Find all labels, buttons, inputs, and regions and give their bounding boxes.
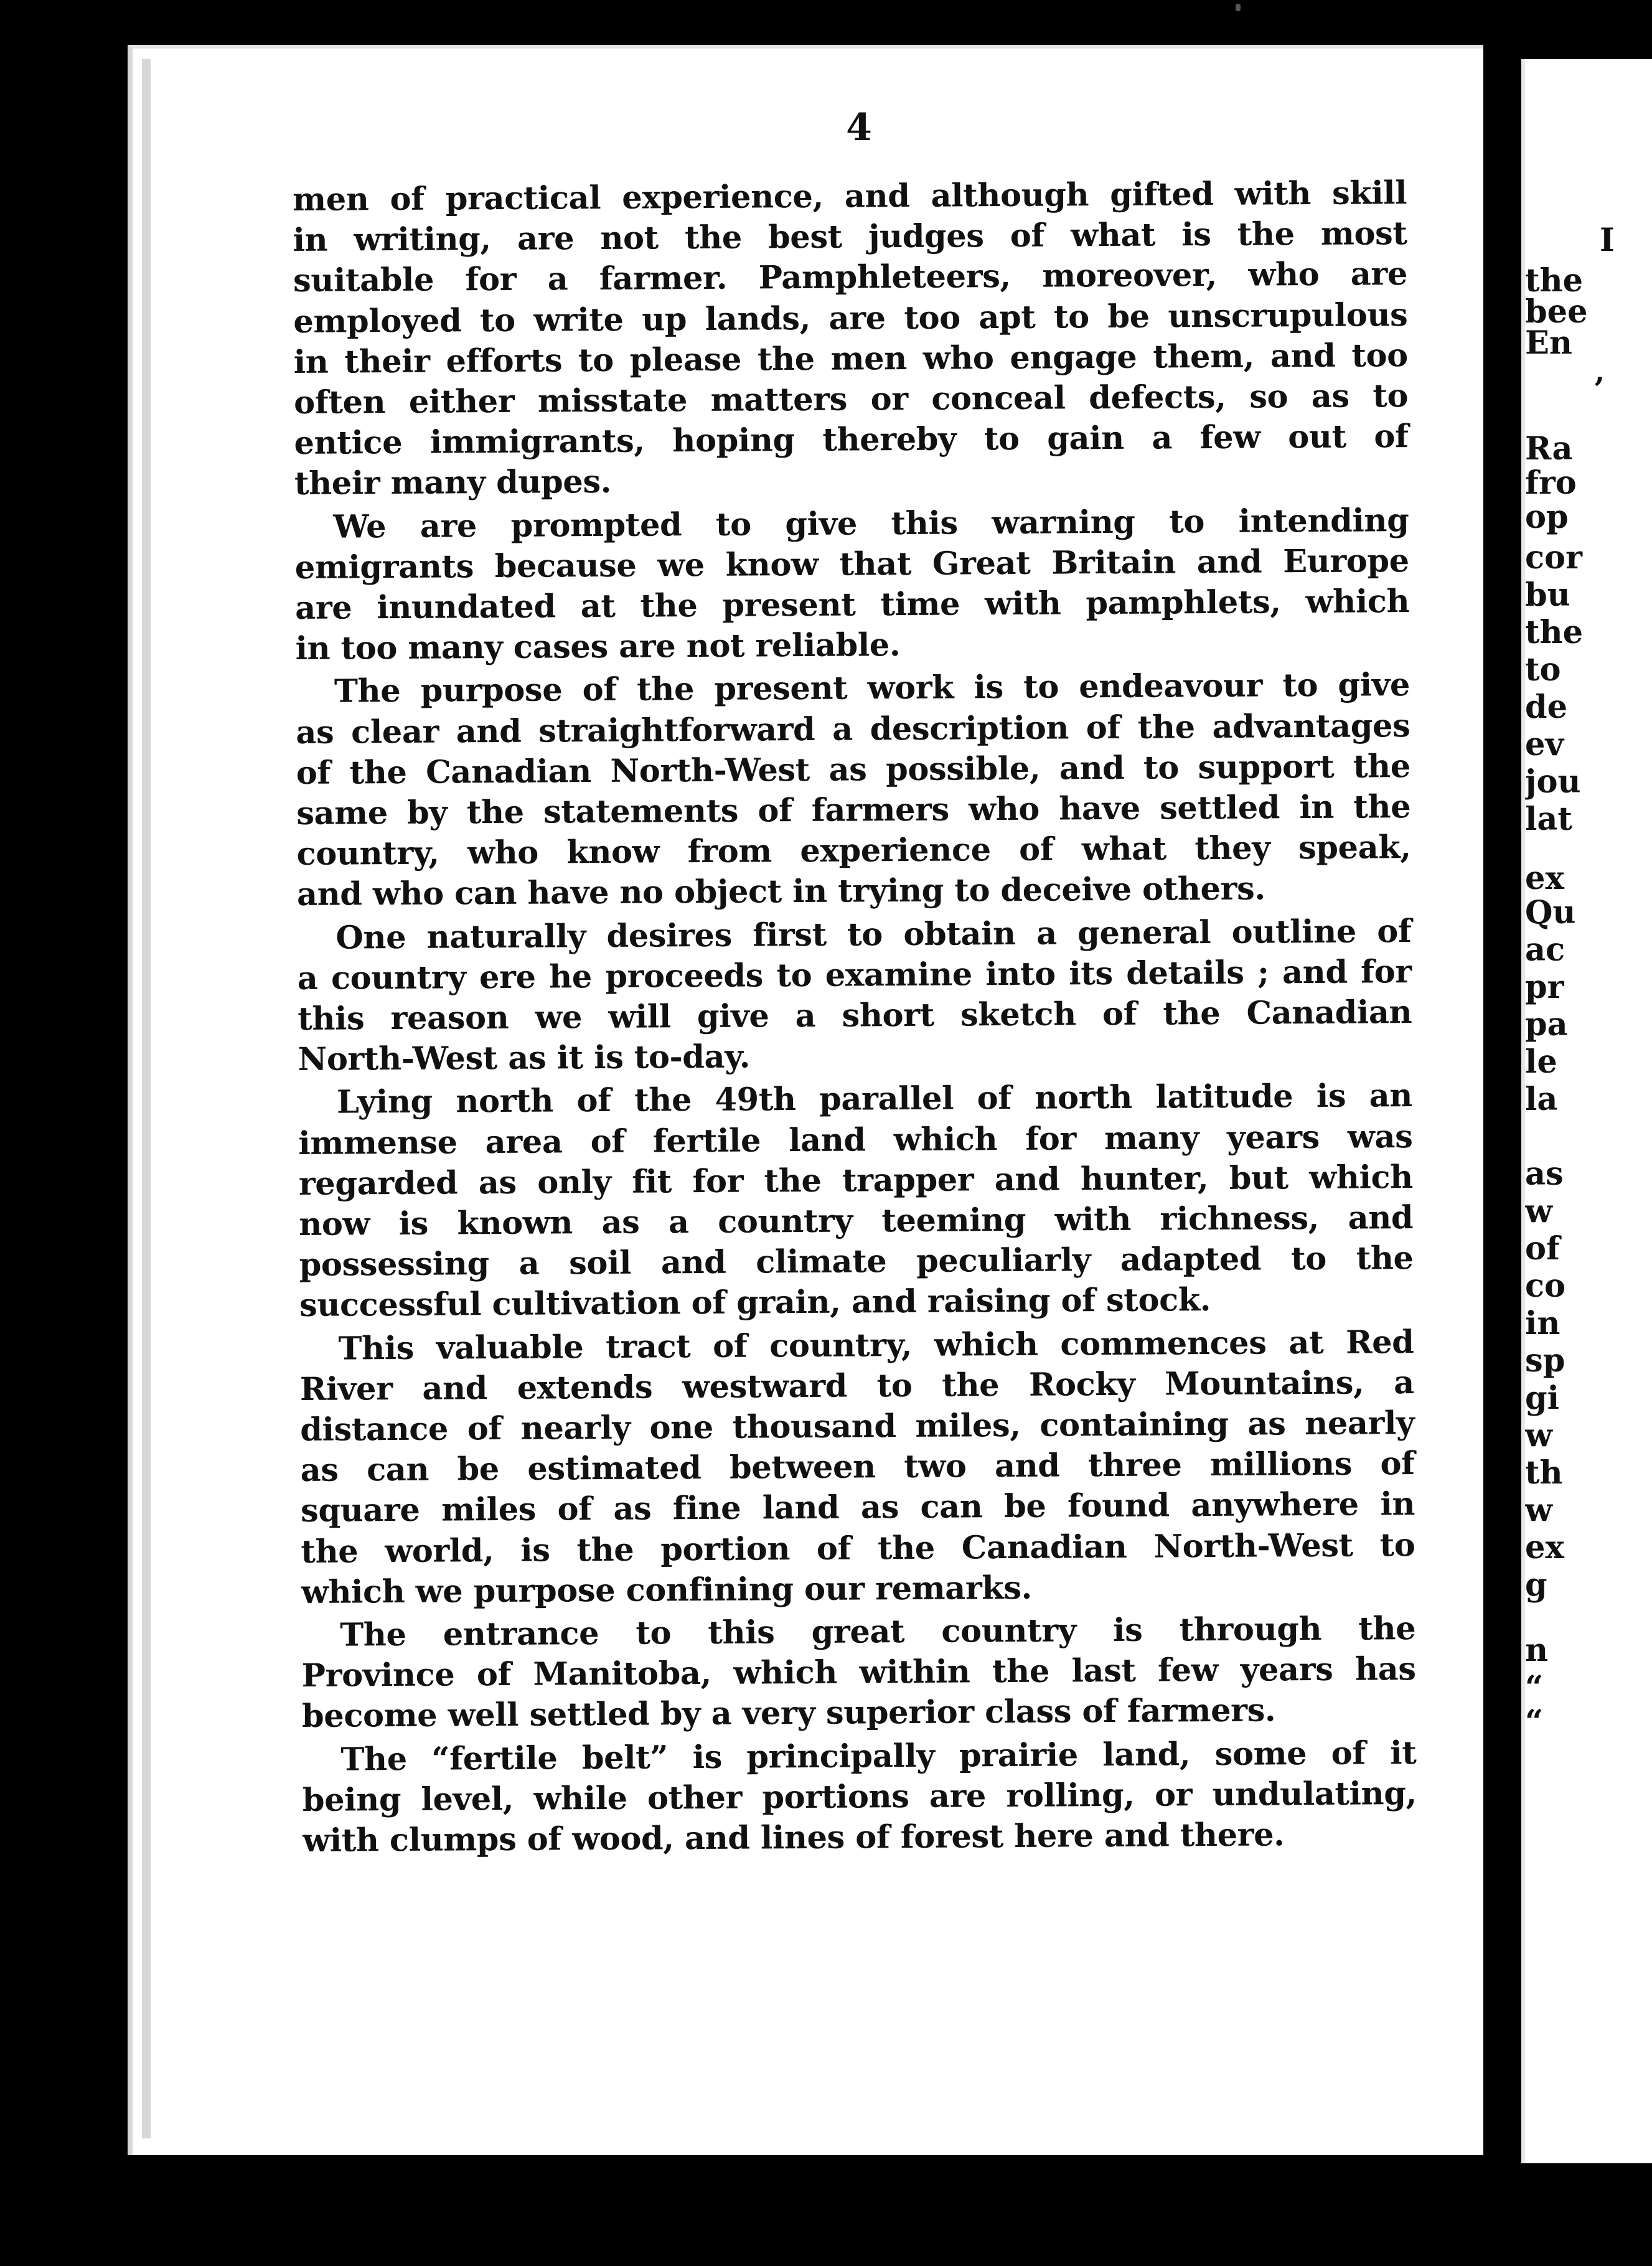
facing-page-fragment: En (1525, 324, 1572, 362)
text-line: which we purpose confining our remarks. (301, 1569, 1033, 1611)
facing-page-fragment: n (1525, 1632, 1549, 1669)
facing-page-fragment: bee (1525, 293, 1588, 331)
facing-page-fragment: le (1525, 1043, 1557, 1081)
text-line: as clear and straightforward a description of the advantages (296, 707, 1410, 751)
facing-page-fragment: pr (1525, 969, 1564, 1006)
text-line: now is known as a country teeming with richness, and (299, 1199, 1414, 1243)
text-line: successful cultivation of grain, and raising of stock. (299, 1281, 1211, 1325)
text-line: and who can have no object in trying to deceive others. (296, 870, 1265, 914)
text-line: being level, while other portions are rolling, or undulating, (302, 1774, 1417, 1819)
text-line: regarded as only fit for the trapper and hunter, but which (298, 1158, 1413, 1203)
facing-page-fragment: fro (1525, 464, 1577, 502)
facing-page-fragment: as (1525, 1155, 1564, 1193)
facing-page-fragment: gi (1525, 1380, 1560, 1417)
facing-page-fragment: ex (1525, 860, 1564, 897)
text-line: distance of nearly one thousand miles, containing as nearly (300, 1404, 1415, 1449)
text-line: are inundated at the present time with pamphlets, which (295, 583, 1410, 627)
text-line: entice immigrants, hoping thereby to gain a few out of (294, 418, 1409, 463)
facing-page-fragment: pa (1525, 1006, 1568, 1043)
text-line: possessing a soil and climate peculiarly adapted to the (299, 1239, 1414, 1284)
facing-page-fragment: jou (1525, 763, 1581, 801)
text-line: in too many cases are not reliable. (295, 626, 901, 668)
facing-page-fragment: bu (1525, 576, 1570, 614)
paragraph-first-line: The purpose of the present work is to endeavour to give (334, 666, 1410, 710)
text-line: square miles of as fine land as can be found anywhere in (300, 1485, 1415, 1530)
text-line: immense area of fertile land which for many years was (298, 1117, 1413, 1162)
facing-page-fragment: lat (1525, 801, 1572, 838)
text-line: with clumps of wood, and lines of forest here and there. (303, 1816, 1285, 1859)
facing-page-fragment: Qu (1525, 894, 1576, 931)
facing-page-fragment: w (1525, 1492, 1552, 1529)
text-line: North-West as it is to-day. (298, 1038, 751, 1079)
dust-speck (1236, 4, 1241, 11)
text-line: often either misstate matters or conceal defects, so as to (293, 377, 1409, 421)
facing-page-fragment: w (1525, 1193, 1552, 1230)
text-line: of the Canadian North-West as possible, and to support the (296, 747, 1410, 792)
facing-page-fragment: de (1525, 689, 1568, 726)
facing-page-fragment: Ra (1525, 430, 1573, 468)
paragraph-first-line: One naturally desires first to obtain a general outline of (336, 912, 1412, 957)
paragraph-first-line: We are prompted to give this warning to intending (333, 501, 1409, 546)
facing-page-fragment: op (1525, 499, 1569, 536)
facing-page-fragment: th (1525, 1454, 1563, 1492)
facing-page-fragment: ’ (1593, 371, 1605, 408)
paragraph-first-line: The “fertile belt” is principally prairie land, some of it (340, 1734, 1417, 1779)
text-line: men of practical experience, and although gifted with skill (293, 174, 1407, 219)
text-line: the world, is the portion of the Canadian North-West to (301, 1526, 1415, 1571)
facing-page-fragment: cor (1525, 539, 1582, 576)
facing-page-fragment: in (1525, 1305, 1560, 1342)
text-line: country, who know from experience of what they speak, (296, 829, 1411, 873)
facing-page-fragment: the (1525, 262, 1584, 299)
facing-page-fragment: the (1525, 614, 1584, 651)
facing-page-fragment: “ (1525, 1703, 1544, 1741)
paragraph-first-line: This valuable tract of country, which commences at Red (338, 1323, 1414, 1368)
facing-page-fragment: I (1600, 222, 1615, 259)
facing-page-edge (1521, 59, 1652, 2163)
page-fold-shadow (142, 59, 151, 2138)
paragraph-first-line: The entrance to this great country is through the (340, 1610, 1416, 1654)
text-line: same by the statements of farmers who have settled in the (296, 788, 1411, 832)
facing-page-fragment: “ (1525, 1669, 1544, 1706)
text-line: in their efforts to please the men who engage them, and too (293, 336, 1408, 381)
facing-page-fragment: ac (1525, 931, 1565, 969)
text-line: in writing, are not the best judges of what is the most (293, 215, 1407, 260)
text-line: employed to write up lands, are too apt to be unscrupulous (293, 296, 1408, 341)
text-line: a country ere he proceeds to examine into its details ; and for (297, 952, 1412, 997)
text-line: emigrants because we know that Great Britain and Europe (294, 542, 1409, 586)
facing-page-fragment: la (1525, 1081, 1558, 1118)
facing-page-fragment: g (1525, 1566, 1547, 1604)
text-line: become well settled by a very superior class of farmers. (301, 1691, 1276, 1736)
text-line: River and extends westward to the Rocky Mountains, a (299, 1363, 1415, 1408)
facing-page-fragment: ex (1525, 1529, 1564, 1566)
facing-page-fragment: w (1525, 1417, 1552, 1454)
text-line: this reason we will give a short sketch of the Canadian (298, 994, 1412, 1038)
facing-page-fragment: co (1525, 1267, 1566, 1305)
text-line: Province of Manitoba, which within the last few years has (301, 1650, 1416, 1695)
page-number: 4 (846, 106, 872, 149)
paragraph-first-line: Lying north of the 49th parallel of north latitude is an (336, 1077, 1413, 1121)
facing-page-fragment: of (1525, 1230, 1560, 1267)
text-line: as can be estimated between two and three millions of (300, 1445, 1415, 1490)
text-line: suitable for a farmer. Pamphleteers, moreover, who are (293, 255, 1408, 300)
text-line: their many dupes. (294, 463, 612, 503)
facing-page-fragment: ev (1525, 726, 1564, 763)
facing-page-fragment: sp (1525, 1342, 1565, 1380)
facing-page-fragment: to (1525, 651, 1561, 689)
